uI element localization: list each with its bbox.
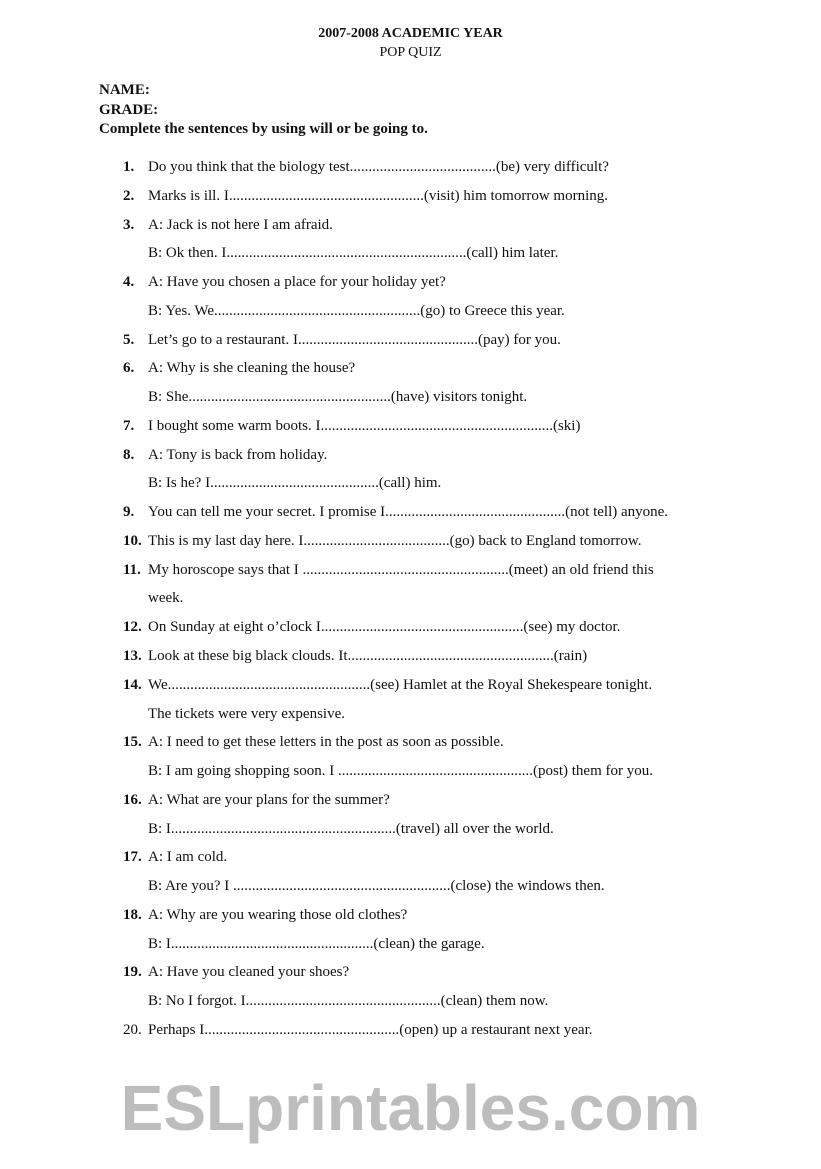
- question-line: [0, 615, 821, 644]
- question-line: [0, 471, 821, 500]
- question-line: [0, 155, 821, 184]
- grade-label: GRADE:: [99, 102, 159, 118]
- question-text: Marks is ill. I....................................................(visit) him tomorrow morning.: [148, 187, 608, 204]
- question-line: [0, 960, 821, 989]
- question-text: We......................................................(see) Hamlet at the Royal Shekespeare tonight.: [148, 676, 653, 693]
- question-text: A: Tony is back from holiday.: [148, 446, 328, 463]
- question-number: 3.: [123, 216, 135, 233]
- question-number: 6.: [123, 360, 135, 377]
- question-number: 8.: [123, 446, 135, 463]
- question-line: [0, 586, 821, 615]
- question-number: 17.: [123, 849, 142, 866]
- question-line: [0, 356, 821, 385]
- watermark: ESLprintables.com: [120, 1072, 701, 1144]
- question-text: The tickets were very expensive.: [148, 705, 345, 722]
- question-text: Look at these big black clouds. It.......................................................(rain): [148, 648, 588, 665]
- question-line: [0, 730, 821, 759]
- question-line: [0, 328, 821, 357]
- question-text: A: Have you cleaned your shoes?: [148, 964, 350, 981]
- question-line: [0, 184, 821, 213]
- question-number: 19.: [123, 964, 142, 981]
- question-line: [0, 644, 821, 673]
- question-number: 14.: [123, 676, 142, 693]
- question-number: 18.: [123, 906, 142, 923]
- question-number: 4.: [123, 274, 135, 291]
- question-line: [0, 673, 821, 702]
- question-number: 20.: [123, 1021, 142, 1038]
- question-text: B: Ok then. I................................................................(call) him later.: [148, 245, 559, 262]
- question-text: This is my last day here. I.......................................(go) back to England tomorrow.: [148, 532, 642, 549]
- question-number: 1.: [123, 159, 135, 175]
- question-number: 2.: [123, 187, 135, 204]
- question-text: My horoscope says that I .......................................................(meet) an old friend this: [148, 561, 654, 578]
- question-line: [0, 903, 821, 932]
- question-line: [0, 874, 821, 903]
- question-line: [0, 529, 821, 558]
- question-text: You can tell me your secret. I promise I................................................(not tell) anyone.: [148, 504, 669, 521]
- question-text: B: I am going shopping soon. I ....................................................(post) them for you.: [148, 763, 653, 780]
- instructions: Complete the sentences by using will or be going to.: [99, 121, 428, 137]
- question-text: B: No I forgot. I....................................................(clean) them now.: [148, 993, 549, 1010]
- question-line: [0, 817, 821, 846]
- question-text: Perhaps I....................................................(open) up a restaurant next year.: [148, 1021, 593, 1038]
- question-text: On Sunday at eight o’clock I......................................................(see) my doctor.: [148, 619, 621, 636]
- question-line: [0, 443, 821, 472]
- question-text: I bought some warm boots. I..............................................................(ski): [148, 417, 581, 434]
- question-text: A: I need to get these letters in the post as soon as possible.: [148, 734, 504, 751]
- question-text: B: I............................................................(travel) all over the world.: [148, 820, 554, 837]
- question-line: [0, 932, 821, 961]
- question-line: [0, 788, 821, 817]
- question-text: week.: [148, 590, 184, 607]
- question-text: B: I......................................................(clean) the garage.: [148, 935, 485, 952]
- question-line: [0, 270, 821, 299]
- question-text: B: Yes. We.......................................................(go) to Greece this year.: [148, 302, 565, 319]
- question-text: A: What are your plans for the summer?: [148, 791, 390, 808]
- question-line: [0, 558, 821, 587]
- question-number: 12.: [123, 619, 142, 636]
- question-text: Do you think that the biology test.......................................(be) very difficult?: [148, 159, 609, 175]
- question-number: 15.: [123, 734, 142, 751]
- name-label: NAME:: [99, 82, 150, 98]
- quiz-title: POP QUIZ: [379, 45, 442, 60]
- question-number: 13.: [123, 648, 142, 665]
- question-line: [0, 500, 821, 529]
- question-line: [0, 385, 821, 414]
- question-number: 7.: [123, 417, 135, 434]
- question-number: 16.: [123, 791, 142, 808]
- question-line: [0, 989, 821, 1018]
- question-text: A: Why are you wearing those old clothes?: [148, 906, 408, 923]
- question-text: A: Why is she cleaning the house?: [148, 360, 356, 377]
- question-text: A: Have you chosen a place for your holiday yet?: [148, 274, 446, 291]
- question-text: A: Jack is not here I am afraid.: [148, 216, 333, 233]
- question-text: B: Is he? I.............................................(call) him.: [148, 475, 442, 492]
- question-text: Let’s go to a restaurant. I................................................(pay) for you.: [148, 331, 561, 348]
- question-text: B: She......................................................(have) visitors tonight.: [148, 389, 528, 406]
- question-number: 5.: [123, 331, 135, 348]
- question-line: [0, 299, 821, 328]
- question-number: 10.: [123, 532, 142, 549]
- question-list: [0, 155, 821, 1047]
- question-line: [0, 845, 821, 874]
- question-text: B: Are you? I ..........................................................(close) the windows then.: [148, 878, 605, 895]
- question-number: 11.: [123, 561, 141, 578]
- question-line: [0, 1018, 821, 1047]
- question-text: A: I am cold.: [148, 849, 228, 866]
- question-line: [0, 241, 821, 270]
- question-line: [0, 702, 821, 731]
- question-line: [0, 213, 821, 242]
- question-line: [0, 414, 821, 443]
- academic-year-heading: 2007-2008 ACADEMIC YEAR: [318, 26, 503, 41]
- question-line: [0, 759, 821, 788]
- question-number: 9.: [123, 504, 135, 521]
